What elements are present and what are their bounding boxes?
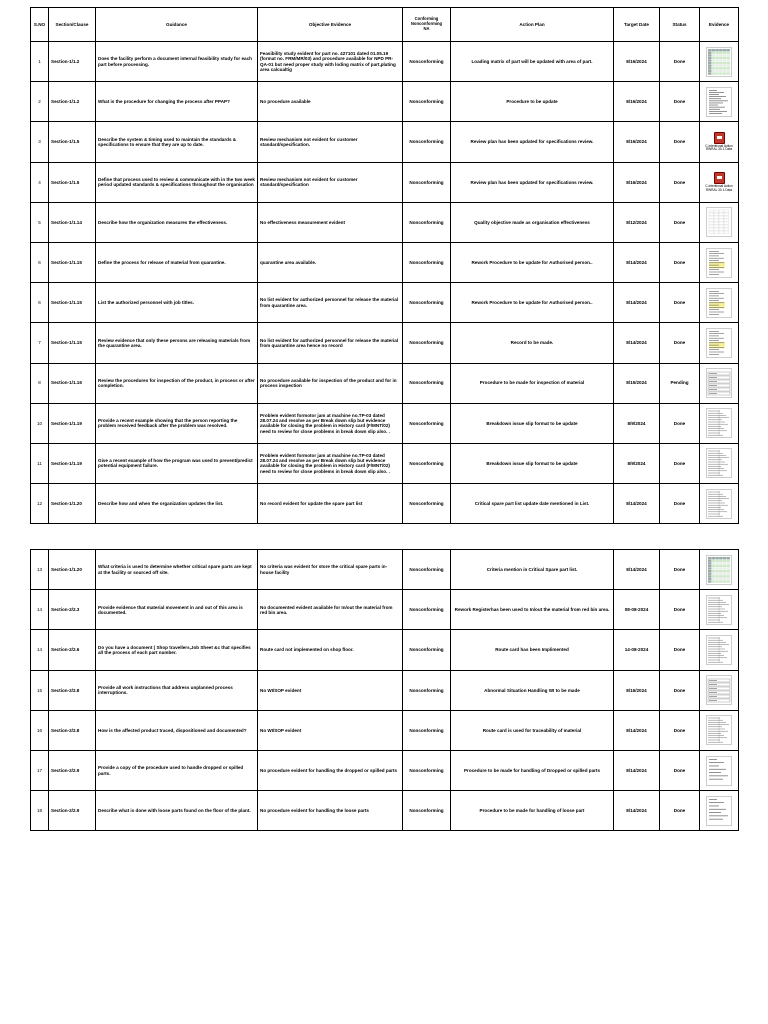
row-target-date: 8/14/2024: [614, 242, 660, 282]
row-sno: 4: [31, 162, 49, 202]
row-action-plan: Route card has been Implimented: [451, 630, 614, 670]
row-target-date: 8/14/2024: [614, 550, 660, 590]
row-target-date: 8/15/2024: [614, 363, 660, 403]
document-thumbnail-icon[interactable]: [702, 368, 736, 398]
row-section: Section-1/1.19: [49, 403, 96, 443]
row-status: Done: [660, 791, 700, 831]
header-row: [31, 8, 739, 42]
row-section: Section-2/2.9: [49, 791, 96, 831]
row-action-plan: Procedure to be update: [451, 82, 614, 122]
row-objective-evidence: Review mechanism not evident for customer standard/specification.: [258, 122, 403, 162]
document-thumbnail-icon[interactable]: [702, 756, 736, 786]
row-status: Done: [660, 122, 700, 162]
row-target-date: 8/16/2024: [614, 42, 660, 82]
row-section: Section-2/2.6: [49, 630, 96, 670]
row-guidance: How is the affected product traced, dispositioned and documented?: [96, 710, 258, 750]
row-evidence-thumbnail[interactable]: [700, 750, 739, 790]
row-status: Done: [660, 710, 700, 750]
row-sno: 3: [31, 122, 49, 162]
row-sno: 13: [31, 550, 49, 590]
row-objective-evidence: No procedure evident for handling the loose parts: [258, 791, 403, 831]
row-sno: 17: [31, 750, 49, 790]
row-guidance: Review evidence that only these persons are releasing materials from the quarantine area.: [96, 323, 258, 363]
row-status: Done: [660, 323, 700, 363]
row-action-plan: Route card is used for traceability of material: [451, 710, 614, 750]
row-sno: 2: [31, 82, 49, 122]
row-guidance: Describe the system & timing used to maintain the standards & specifications to ensure that they are up to date.: [96, 122, 258, 162]
row-evidence-thumbnail[interactable]: [700, 323, 739, 363]
row-status: Done: [660, 590, 700, 630]
row-section: Section-1/1.5: [49, 122, 96, 162]
row-guidance: Does the facility perform a document internal feasibility study for each part before processing.: [96, 42, 258, 82]
row-objective-evidence: No list evident for authorized personnel for release the material from quarantine area.: [258, 283, 403, 323]
row-section: Section-1/1.14: [49, 202, 96, 242]
row-evidence-thumbnail[interactable]: [700, 82, 739, 122]
table-row: [31, 42, 739, 82]
document-thumbnail-icon[interactable]: [702, 87, 736, 117]
row-status: Done: [660, 283, 700, 323]
row-conformity: Nonconforming: [403, 82, 451, 122]
row-conformity: Nonconforming: [403, 283, 451, 323]
document-thumbnail-icon[interactable]: [702, 207, 736, 237]
row-action-plan: Breakdown issue slip format to be update: [451, 403, 614, 443]
row-objective-evidence: No procedure available: [258, 82, 403, 122]
table-row: [31, 443, 739, 483]
table-body-bottom: [31, 550, 739, 831]
row-target-date: 8/9/2024: [614, 403, 660, 443]
row-section: Section-1/1.16: [49, 363, 96, 403]
row-guidance: Provide all work instructions that address unplanned process interruptions.: [96, 670, 258, 710]
table-row: [31, 82, 739, 122]
row-action-plan: Rework Procedure to be update for Authorised person..: [451, 283, 614, 323]
row-action-plan: Rework Procedure to be update for Authorised person..: [451, 242, 614, 282]
row-objective-evidence: No documented evident available for In/out the material from red bin area.: [258, 590, 403, 630]
row-target-date: 8/14/2024: [614, 484, 660, 524]
row-status: Done: [660, 550, 700, 590]
pdf-attachment-icon[interactable]: [702, 172, 736, 192]
row-sno: 7: [31, 323, 49, 363]
audit-table-top: [30, 7, 739, 524]
table-row: [31, 550, 739, 590]
row-section: Section-1/1.20: [49, 550, 96, 590]
row-status: Done: [660, 242, 700, 282]
pdf-attachment-icon[interactable]: [702, 132, 736, 152]
row-sno: 11: [31, 443, 49, 483]
row-guidance: Do you have a document ( Shop travellers,Job Sheet &c that specifies all the process of each part number.: [96, 630, 258, 670]
table-row: [31, 162, 739, 202]
row-objective-evidence: quarantine area available.: [258, 242, 403, 282]
row-guidance: Describe what is done with loose parts found on the floor of the plant.: [96, 791, 258, 831]
row-target-date: 8/16/2024: [614, 162, 660, 202]
row-sno: 8: [31, 363, 49, 403]
row-evidence-thumbnail[interactable]: [700, 670, 739, 710]
header-objective-evidence: Objective Evidence: [258, 8, 403, 42]
row-conformity: Nonconforming: [403, 242, 451, 282]
row-conformity: Nonconforming: [403, 323, 451, 363]
audit-table-bottom: [30, 549, 739, 831]
row-evidence-thumbnail[interactable]: [700, 550, 739, 590]
row-action-plan: Review plan has been updated for specifications review.: [451, 122, 614, 162]
row-conformity: Nonconforming: [403, 630, 451, 670]
row-conformity: Nonconforming: [403, 403, 451, 443]
row-objective-evidence: No record evident for update the spare part list: [258, 484, 403, 524]
row-status: Done: [660, 484, 700, 524]
row-objective-evidence: Problem evident formotor jam at machine no.TP-03 dated 28.07.24 and resolve as per Break down slip but evidence available for closing the problem in History card (F/MNT/02) need to review for close problems in break down slip also. .: [258, 403, 403, 443]
table-row: [31, 403, 739, 443]
document-thumbnail-icon[interactable]: [702, 328, 736, 358]
table-row: [31, 750, 739, 790]
row-conformity: Nonconforming: [403, 550, 451, 590]
table-row: [31, 484, 739, 524]
header-guidance: Guidance: [96, 8, 258, 42]
row-objective-evidence: Route card not implemented on shop floor.: [258, 630, 403, 670]
row-action-plan: Loading matrix of part will be updated with area of part.: [451, 42, 614, 82]
document-thumbnail-icon[interactable]: [702, 248, 736, 278]
row-target-date: 8/16/2024: [614, 82, 660, 122]
header-target-date: Target Date: [614, 8, 660, 42]
row-sno: 10: [31, 403, 49, 443]
row-conformity: Nonconforming: [403, 443, 451, 483]
table-row: [31, 670, 739, 710]
row-target-date: 8/14/2024: [614, 710, 660, 750]
row-section: Section-1/1.20: [49, 484, 96, 524]
row-evidence-thumbnail[interactable]: [700, 590, 739, 630]
document-thumbnail-icon[interactable]: [702, 489, 736, 519]
table-row: [31, 122, 739, 162]
row-status: Done: [660, 403, 700, 443]
row-action-plan: Procedure to be made for handling of loose part: [451, 791, 614, 831]
row-conformity: Nonconforming: [403, 590, 451, 630]
row-section: Section-2/2.9: [49, 750, 96, 790]
row-evidence-thumbnail[interactable]: [700, 484, 739, 524]
row-guidance: Provide a copy of the procedure used to handle dropped or spilled parts.: [96, 750, 258, 790]
row-target-date: 8/14/2024: [614, 283, 660, 323]
row-conformity: Nonconforming: [403, 791, 451, 831]
row-target-date: 8/14/2024: [614, 323, 660, 363]
pdf-icon: [714, 132, 725, 144]
row-sno: 12: [31, 484, 49, 524]
row-guidance: Define that process used to review & communicate with in the two week period updated standards & specifications throughout the organisation: [96, 162, 258, 202]
row-conformity: Nonconforming: [403, 162, 451, 202]
row-conformity: Nonconforming: [403, 122, 451, 162]
row-sno: 15: [31, 670, 49, 710]
row-evidence-thumbnail[interactable]: [700, 443, 739, 483]
row-evidence-thumbnail[interactable]: [700, 202, 739, 242]
row-objective-evidence: No WI/SOP evident: [258, 670, 403, 710]
row-sno: 18: [31, 791, 49, 831]
row-sno: 16: [31, 710, 49, 750]
pdf-icon: [714, 172, 725, 184]
row-conformity: Nonconforming: [403, 42, 451, 82]
row-status: Done: [660, 202, 700, 242]
row-action-plan: Record to be made.: [451, 323, 614, 363]
row-guidance: Describe how the organization measures the effectiveness.: [96, 202, 258, 242]
row-guidance: Provide evidence that material movement in and out of this area is documented.: [96, 590, 258, 630]
row-action-plan: Critical spare part list update date mentioned in List.: [451, 484, 614, 524]
row-objective-evidence: No criteria was evident for store the critical spare parts in-house facility: [258, 550, 403, 590]
row-evidence-thumbnail[interactable]: [700, 363, 739, 403]
row-status: Done: [660, 630, 700, 670]
row-sno: 5: [31, 202, 49, 242]
table-row: [31, 283, 739, 323]
table-row: [31, 590, 739, 630]
row-objective-evidence: No list evident for authorized personnel for release the material from quarantine area hence no record: [258, 323, 403, 363]
row-objective-evidence: No WI/SOP evident: [258, 710, 403, 750]
row-objective-evidence: No procedure available for inspection of the product and for in process inspection: [258, 363, 403, 403]
document-thumbnail-icon[interactable]: [702, 715, 736, 745]
row-sno: 14: [31, 590, 49, 630]
table-body-top: [31, 42, 739, 524]
row-guidance: Review the procedures for inspection of the product, in process or after completion.: [96, 363, 258, 403]
row-target-date: 08-08-2024: [614, 590, 660, 630]
document-thumbnail-icon[interactable]: [702, 288, 736, 318]
row-status: Done: [660, 443, 700, 483]
table-row: [31, 363, 739, 403]
row-section: Section-1/1.15: [49, 283, 96, 323]
row-evidence-thumbnail[interactable]: [700, 710, 739, 750]
row-guidance: What criteria is used to determine whether critical spare parts are kept at the facility or sourced off site.: [96, 550, 258, 590]
row-target-date: 8/14/2024: [614, 791, 660, 831]
row-action-plan: Abnormal Situation Handling WI to be made: [451, 670, 614, 710]
row-action-plan: Quality objective made as organisation effectiveness: [451, 202, 614, 242]
row-objective-evidence: No effectiveness measurement evident: [258, 202, 403, 242]
row-section: Section-1/1.15: [49, 242, 96, 282]
row-evidence-thumbnail[interactable]: [700, 630, 739, 670]
table-row: [31, 242, 739, 282]
document-thumbnail-icon[interactable]: [702, 47, 736, 77]
document-thumbnail-icon[interactable]: [702, 448, 736, 478]
pdf-caption: C-intentional Action RWRAL 30-1 Data: [705, 184, 733, 192]
row-section: Section-2/2.8: [49, 670, 96, 710]
table-row: [31, 791, 739, 831]
row-objective-evidence: Review mechanism not evident for customer standard/specification: [258, 162, 403, 202]
row-section: Section-1/1.2: [49, 42, 96, 82]
document-thumbnail-icon[interactable]: [702, 555, 736, 585]
row-conformity: Nonconforming: [403, 484, 451, 524]
row-action-plan: Rework Registerhas been used to In/out the material from red bin area.: [451, 590, 614, 630]
row-sno: 6: [31, 283, 49, 323]
row-conformity: Nonconforming: [403, 202, 451, 242]
row-guidance: Provide a recent example showing that the person reporting the problem received feedback after the problem was resolved.: [96, 403, 258, 443]
table-row: [31, 710, 739, 750]
row-evidence-thumbnail[interactable]: [700, 42, 739, 82]
row-target-date: 8/9/2024: [614, 443, 660, 483]
header-conformity: Conforming Nonconforming NA: [403, 8, 451, 42]
header-evidence: Evidence: [700, 8, 739, 42]
row-action-plan: Breakdown issue slip format to be update: [451, 443, 614, 483]
row-action-plan: Procedure to be made for handling of Dropped or spilled parts: [451, 750, 614, 790]
row-target-date: 8/16/2024: [614, 122, 660, 162]
row-action-plan: Review plan has been updated for specifications review.: [451, 162, 614, 202]
row-evidence-thumbnail[interactable]: [700, 242, 739, 282]
row-status: Done: [660, 162, 700, 202]
row-guidance: What is the procedure for changing the process after PPAP?: [96, 82, 258, 122]
header-sno: S.NO: [31, 8, 49, 42]
row-sno: 6: [31, 242, 49, 282]
row-section: Section-2/2.3: [49, 590, 96, 630]
row-evidence-thumbnail[interactable]: [700, 283, 739, 323]
row-target-date: 8/16/2024: [614, 670, 660, 710]
row-objective-evidence: Problem evident formotor jam at machine no.TP-03 dated 28.07.24 and resolve as per Break down slip but evidence available for closing the problem in History card (F/MNT/02) need to review for close problems in break down slip also. .: [258, 443, 403, 483]
row-conformity: Nonconforming: [403, 710, 451, 750]
row-section: Section-1/1.15: [49, 323, 96, 363]
table-row: [31, 323, 739, 363]
row-status: Done: [660, 750, 700, 790]
row-evidence-thumbnail[interactable]: [700, 122, 739, 162]
row-evidence-thumbnail[interactable]: [700, 791, 739, 831]
row-sno: 1: [31, 42, 49, 82]
row-target-date: 14-08-2024: [614, 630, 660, 670]
row-guidance: Give a recent example of how the program was used to prevent/predict potential equipment failure.: [96, 443, 258, 483]
row-guidance: Define the process for release of material from quarantine.: [96, 242, 258, 282]
row-action-plan: Procedure to be made for inspection of material: [451, 363, 614, 403]
row-guidance: List the authorized personnel with job titles.: [96, 283, 258, 323]
row-objective-evidence: Feasibility study evident for part no. 427101 dated 01.05.19 (format no. FRM/MR/03) and procedure available for NPD PR-QA-01 but need proper study with loding matrix of part,plating area calcualtig: [258, 42, 403, 82]
row-conformity: Nonconforming: [403, 363, 451, 403]
row-sno: 14: [31, 630, 49, 670]
document-thumbnail-icon[interactable]: [702, 796, 736, 826]
table-row: [31, 630, 739, 670]
row-status: Done: [660, 42, 700, 82]
row-conformity: Nonconforming: [403, 670, 451, 710]
table-row: [31, 202, 739, 242]
row-status: Done: [660, 670, 700, 710]
row-section: Section-1/1.2: [49, 82, 96, 122]
header-status: Status: [660, 8, 700, 42]
document-thumbnail-icon[interactable]: [702, 675, 736, 705]
row-section: Section-2/2.8: [49, 710, 96, 750]
row-target-date: 8/12/2024: [614, 202, 660, 242]
row-objective-evidence: No procedure evident for handling the dropped or spilled parts: [258, 750, 403, 790]
document-thumbnail-icon[interactable]: [702, 595, 736, 625]
row-status: Done: [660, 82, 700, 122]
header-action-plan: Action Plan: [451, 8, 614, 42]
row-section: Section-1/1.19: [49, 443, 96, 483]
row-evidence-thumbnail[interactable]: [700, 162, 739, 202]
row-target-date: 8/14/2024: [614, 750, 660, 790]
row-section: Section-1/1.5: [49, 162, 96, 202]
row-guidance: Describe how and when the organization updates the list.: [96, 484, 258, 524]
row-status: Pending: [660, 363, 700, 403]
row-action-plan: Criteria mention in Critical Spare part list.: [451, 550, 614, 590]
document-thumbnail-icon[interactable]: [702, 635, 736, 665]
pdf-caption: C-intentional Action RWRAL 30-1 Data: [705, 143, 733, 152]
row-conformity: Nonconforming: [403, 750, 451, 790]
row-evidence-thumbnail[interactable]: [700, 403, 739, 443]
document-thumbnail-icon[interactable]: [702, 408, 736, 438]
header-section: Section/Clause: [49, 8, 96, 42]
